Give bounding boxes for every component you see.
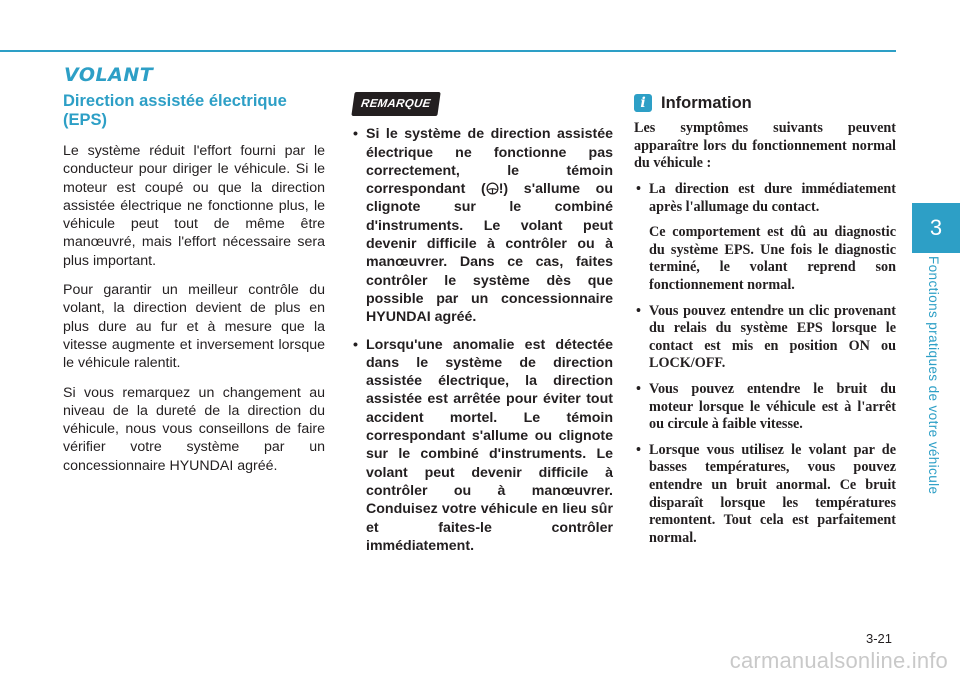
bullet: •: [636, 302, 641, 319]
info-text: Vous pouvez entendre un clic provenant du relais du système EPS lorsque le contact est mis en position ON ou LOCK/OFF.: [649, 302, 896, 372]
list-item: [634, 303, 896, 373]
note-badge: REMARQUE: [351, 92, 440, 116]
paragraph: Le système réduit l'effort fourni par le conducteur pour diriger le véhicule. Si le moteur est coupé ou que la direction assistée électrique ne fonctionne plus, le véhicule peut tout de même être manœuvré, mais l'effort nécessaire sera plus important.: [63, 143, 325, 269]
info-header: [634, 94, 896, 112]
bullet: •: [353, 126, 358, 143]
note-text: s'allume ou clignote sur le combiné d'instruments. Le volant peut devenir difficile à contrôler ou à manœuvrer. Dans ce cas, faites contrôler le système dès que possible par un concessionnaire HYUNDAI agréé.: [366, 181, 613, 326]
info-text: Lorsque vous utilisez le volant par de basses températures, vous pouvez entendre un bruit anormal. Ce bruit disparaît lorsque les températures remontent. Tout cela est parfaitement normal.: [649, 441, 896, 546]
steering-warning-icon: [486, 182, 499, 195]
section-heading: VOLANT: [64, 64, 154, 86]
right-column: [634, 92, 896, 555]
paragraph: Si vous remarquez un changement au niveau de la dureté de la direction du véhicule, nous vous conseillons de faire vérifier votre système par un concessionnaire HYUNDAI agréé.: [63, 384, 325, 474]
bullet: •: [636, 441, 641, 458]
note-text: Lorsqu'une anomalie est détectée dans le système de direction assistée électrique, la direction assistée est arrêtée pour éviter tout accident mortel. Le témoin correspondant s'allume ou clignote sur le combiné d'instruments. Le volant peut devenir difficile à contrôler ou à manœuvrer. Conduisez votre véhicule en lieu sûr et faites-le contrôler immédiatement.: [366, 336, 613, 554]
page-number: 3-21: [865, 631, 892, 646]
eps-title: Direction assistée électrique (EPS): [63, 92, 287, 129]
info-title: Information: [661, 94, 752, 112]
chapter-label: Fonctions pratiques de votre véhicule: [926, 256, 941, 495]
list-item: [351, 125, 613, 326]
paragraph: Pour garantir un meilleur contrôle du volant, la direction devient de plus en plus dure au fur et à mesure que la vitesse augmente et inversement lorsque le véhicule ralentit.: [63, 282, 325, 372]
watermark: carmanualsonline.info: [729, 648, 948, 673]
bullet: •: [353, 336, 358, 353]
bullet: •: [636, 181, 641, 198]
list-item: [351, 336, 613, 556]
info-list: [634, 181, 896, 547]
top-rule: [0, 50, 896, 52]
chapter-tab: 3: [912, 203, 960, 253]
list-item: [634, 442, 896, 548]
info-continuation: Ce comportement est dû au diagnostic du système EPS. Une fois le diagnostic terminé, le volant reprend son fonctionnement normal.: [649, 224, 896, 294]
note-text: Si le système de direction assistée électrique ne fonctionne pas correctement, le témoin correspondant (: [366, 126, 613, 198]
info-intro: Les symptômes suivants peuvent apparaître lors du fonctionnement normal du véhicule :: [634, 120, 896, 172]
note-list: [351, 125, 613, 555]
middle-column: [351, 92, 613, 564]
info-icon: i: [634, 94, 652, 112]
bullet: •: [636, 381, 641, 398]
list-item: [634, 181, 896, 295]
list-item: [634, 381, 896, 434]
info-text: La direction est dure immédiatement après l'allumage du contact.: [649, 181, 896, 215]
note-text: !): [498, 181, 509, 198]
left-column: [63, 92, 325, 486]
info-body: [634, 120, 896, 547]
info-text: Vous pouvez entendre le bruit du moteur lorsque le véhicule est à l'arrêt ou circule à faible vitesse.: [649, 381, 896, 433]
